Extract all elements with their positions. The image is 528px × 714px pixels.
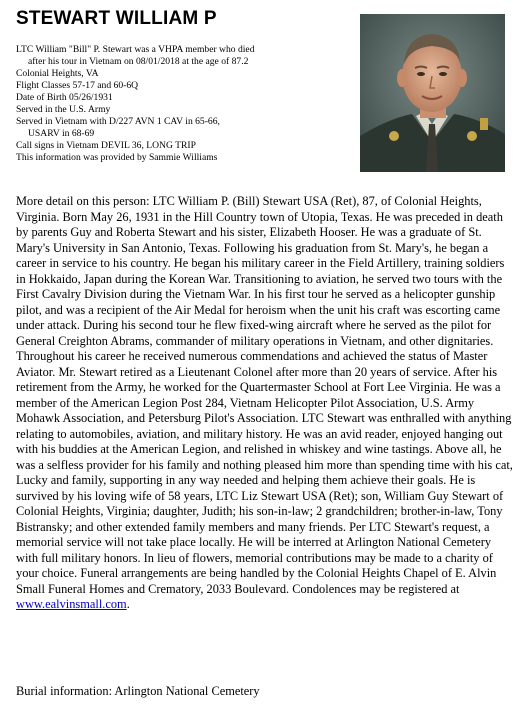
obituary-end: .: [126, 597, 130, 611]
burial-information: Burial information: Arlington National Cemetery: [16, 684, 260, 698]
obituary-detail: [16, 194, 516, 613]
page-title: STEWART WILLIAM P: [16, 8, 217, 29]
service-branch: Served in the U.S. Army: [16, 104, 111, 115]
portrait-image: [360, 14, 505, 172]
vietnam-service: Served in Vietnam with D/227 AVN 1 CAV in 65-66,: [16, 116, 220, 127]
flight-classes: Flight Classes 57-17 and 60-6Q: [16, 80, 139, 91]
call-signs: Call signs in Vietnam DEVIL 36, LONG TRIP: [16, 140, 196, 151]
info-line: LTC William "Bill" P. Stewart was a VHPA member who died: [16, 44, 255, 55]
member-info: [16, 44, 352, 164]
provided-by: This information was provided by Sammie Williams: [16, 152, 218, 163]
condolences-link[interactable]: www.ealvinsmall.com: [16, 597, 127, 611]
vietnam-service-cont: USARV in 68-69: [28, 128, 95, 139]
info-line: after his tour in Vietnam on 08/01/2018 at the age of 87.2: [28, 56, 249, 67]
hometown: Colonial Heights, VA: [16, 68, 99, 79]
date-of-birth: Date of Birth 05/26/1931: [16, 92, 113, 103]
obituary-paragraph: [16, 194, 516, 613]
portrait-photo: [360, 14, 505, 172]
obituary-text: More detail on this person: LTC William P. (Bill) Stewart USA (Ret), 87, of Colonial Heights, Virginia. Born May 26, 1931 in the Hill Country town of Utopia, Texas. He was preceded in death by parents Guy and Roberta Stewart and his sister, Elizabeth Hooser. He was a graduate of St. Mary's University in San Antonio, Texas. Following his graduation from St. Mary's, he began a career in service to his country. He began his military career in the Field Artillery, training soldiers in Hokkaido, Japan during the Korean War. Transitioning to aviation, he served two tours with the First Cavalry Division during the Vietnam War. In his first tour he served as a helicopter gunship pilot, and was a recipient of the Air Medal for heroism when the unit his craft was escorting came under attack. During his second tour he flew fixed-wing aircraft where he served as the pilot for General Creighton Abrams, commander of military operations in Vietnam, and other dignitaries. Throughout his career he received numerous commendations and achieved the status of Master Aviator. Mr. Stewart retired as a Lieutenant Colonel after more than 20 years of service. After his retirement from the Army, he worked for the Quartermaster School at Fort Lee Virginia. He was a member of the American Legion Post 284, Vietnam Helicopter Pilot Association, U.S. Army Mohawk Association, and Petersburg Pilot's Association. LTC Stewart was enthralled with anything relating to automobiles, aviation, and military history. He was an avid reader, enjoyed hanging out with his buddies at the American Legion, and relished in whiskey and wine tastings. Above all, he was a selfless provider for his family and nothing pleased him more than spending time with his cat, Lucky and family, supporting in any way needed and helping them achieve their goals. He is survived by his loving wife of 58 years, LTC Liz Stewart USA (Ret); son, William Guy Stewart of Colonial Heights, Virginia; daughter, Judith; his son-in-law; 2 grandchildren; brother-in-law, Tony Bistransky; and other extended family members and many friends. Per LTC Stewart's request, a memorial service will not take place locally. He will be interred at Arlington National Cemetery with full military honors. In lieu of flowers, memorial contributions may be made to a charity of your choice. Funeral arrangements are being handled by the Colonial Heights Chapel of E. Alvin Small Funeral Homes and Crematory, 2033 Boulevard. Condolences may be registered at: [16, 194, 513, 596]
